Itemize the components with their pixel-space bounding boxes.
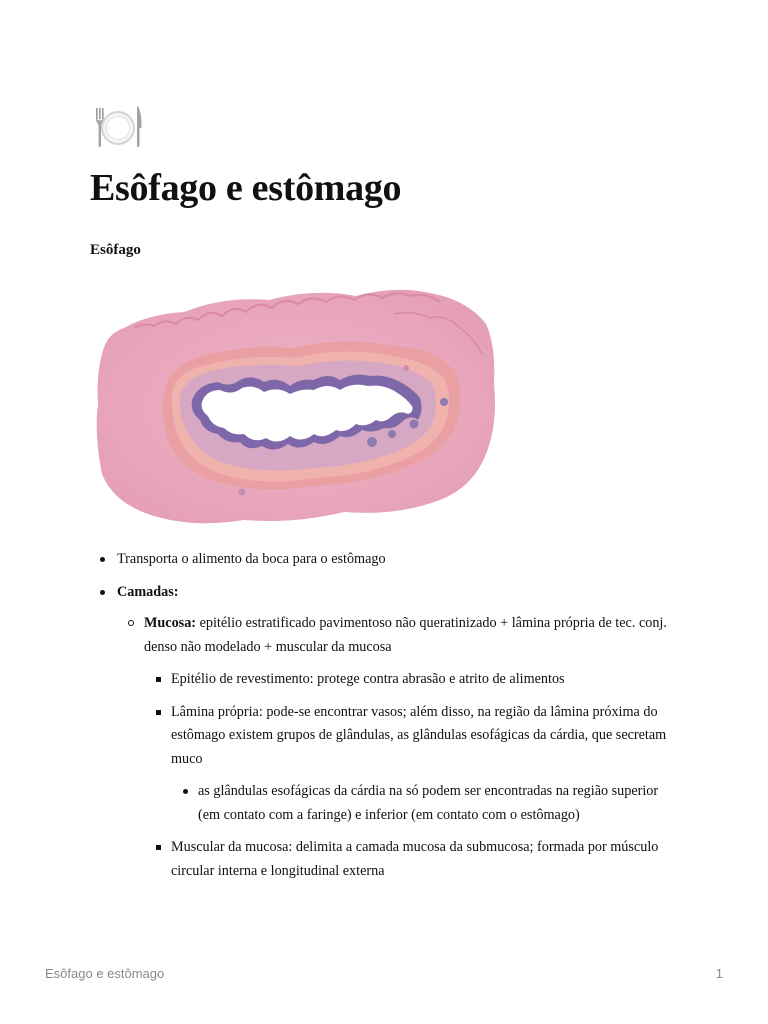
- list-item: [117, 612, 680, 883]
- bullet-list: [90, 548, 680, 883]
- list-item-text: epitélio estratificado pavimentoso não queratinizado + lâmina própria de tec. conj. denso não modelado + muscular da mucosa: [144, 615, 667, 655]
- list-item: [144, 668, 680, 692]
- footer-title: Esôfago e estômago: [45, 966, 165, 981]
- list-item: [144, 701, 680, 828]
- sub-list: [117, 612, 680, 883]
- section-heading: Esôfago: [90, 242, 141, 258]
- list-item-text: Epitélio de revestimento: protege contra abrasão e atrito de alimentos: [171, 671, 565, 687]
- esophagus-histology-image: [94, 284, 498, 530]
- mucosa-term: Mucosa:: [144, 615, 197, 631]
- list-item: [171, 780, 680, 827]
- list-item-text: Lâmina própria: pode-se encontrar vasos; além disso, na região da lâmina próxima do estômago existem grupos de glândulas, as glândulas esofágicas da cárdia, que secretam muco: [171, 703, 667, 767]
- content: [90, 548, 680, 892]
- list-item-text: Transporta o alimento da boca para o estômago: [117, 551, 386, 567]
- plate-fork-knife-icon: [90, 104, 146, 150]
- sub-list: [144, 668, 680, 883]
- layers-label: Camadas:: [117, 583, 179, 600]
- list-item-text: Muscular da mucosa: delimita a camada mucosa da submucosa; formada por músculo circular interna e longitudinal externa: [171, 839, 659, 879]
- list-item: [90, 581, 680, 884]
- sub-list: [171, 780, 680, 827]
- list-item: [144, 836, 680, 883]
- list-item: [90, 548, 680, 572]
- list-item-text: as glândulas esofágicas da cárdia na só podem ser encontradas na região superior (em contato com a faringe) e inferior (em contato com o estômago): [198, 783, 659, 823]
- page-title: Esôfago e estômago: [90, 167, 402, 209]
- page-number: 1: [715, 966, 723, 981]
